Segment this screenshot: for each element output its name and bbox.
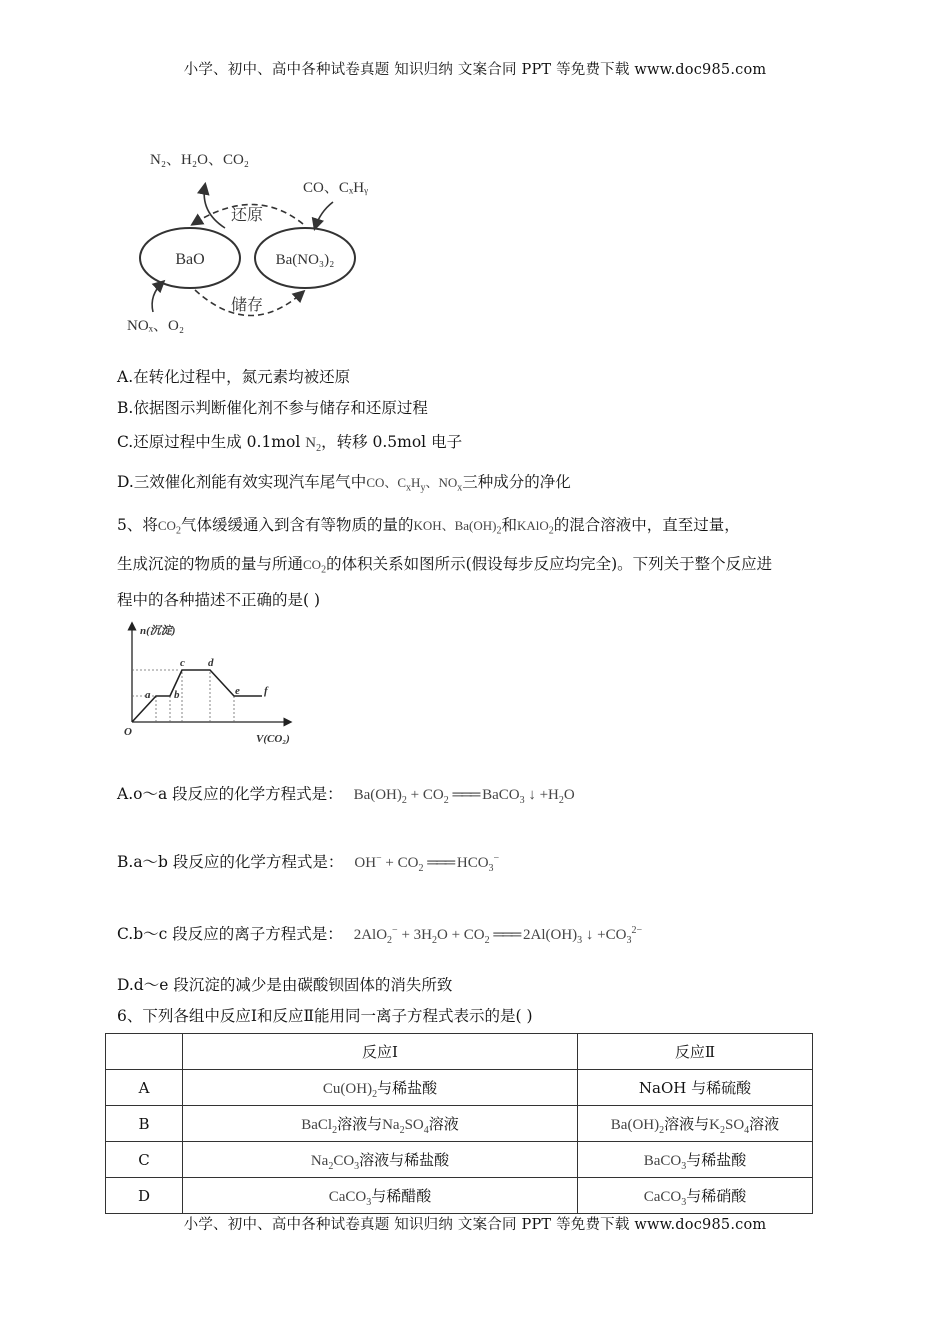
- page-header: 小学、初中、高中各种试卷真题 知识归纳 文案合同 PPT 等免费下载 www.doc985.com: [183, 62, 767, 78]
- reductant-label: CO、CₓHᵧ: [303, 180, 369, 196]
- ba-nitrate-label: Ba(NO₃)₂: [275, 252, 335, 268]
- table-row: [106, 1106, 813, 1142]
- reductant-arrow: [315, 202, 333, 228]
- table-row: [106, 1178, 813, 1214]
- reaction-1-cell: $Na_2CO_3$溶液与稀盐酸: [183, 1142, 578, 1178]
- point-a: a: [145, 689, 151, 701]
- q5-option-c: C.b～c 段反应的离子方程式是： $2AlO_2^- + 3H_2O + CO_2$ ═══ $2Al(OH)_3$ ↓ $+CO_3^{2-}$: [117, 925, 643, 946]
- page-footer: 小学、初中、高中各种试卷真题 知识归纳 文案合同 PPT 等免费下载 www.doc985.com: [183, 1217, 767, 1233]
- reaction-2-cell: NaOH 与稀硫酸: [578, 1070, 813, 1106]
- reaction-1-cell: CaCO$_3$与稀醋酸: [183, 1178, 578, 1214]
- y-axis-label: n(沉淀): [140, 625, 176, 637]
- row-label: B: [106, 1106, 183, 1142]
- point-d: d: [208, 657, 214, 669]
- input-arrow: [152, 282, 163, 312]
- products-label: N₂、H₂O、CO₂: [150, 152, 250, 168]
- q4-option-c: C.还原过程中生成 0.1mol $N_2$，转移 0.5mol 电子: [117, 433, 463, 454]
- origin-label: O: [124, 726, 132, 738]
- q4-option-d: D.三效催化剂能有效实现汽车尾气中CO、$C_xH_y$、$NO_x$三种成分的净化: [117, 473, 571, 494]
- table-header-row: [106, 1034, 813, 1070]
- reaction-2-cell: $Ba(OH)_2$溶液与$K_2SO_4$溶液: [578, 1106, 813, 1142]
- q4-option-a: A.在转化过程中，氮元素均被还原: [117, 368, 351, 386]
- bao-label: BaO: [175, 251, 205, 268]
- reaction-2-cell: BaCO$_3$与稀盐酸: [578, 1142, 813, 1178]
- input-label: NOₓ、O₂: [127, 318, 185, 334]
- precipitate-chart: [118, 618, 303, 748]
- header-reaction-1: 反应Ⅰ: [183, 1034, 578, 1070]
- q5-stem-line2: 生成沉淀的物质的量与所通$CO_2$的体积关系如图所示(假设每步反应均完全)。下列关于整个反应进: [117, 555, 773, 576]
- precipitate-curve: [132, 670, 262, 722]
- reaction-2-cell: CaCO$_3$与稀硝酸: [578, 1178, 813, 1214]
- q5-option-b: B.a～b 段反应的化学方程式是： $OH^- + CO_2$ ═══ $HCO_3^-$: [117, 853, 500, 874]
- row-label: C: [106, 1142, 183, 1178]
- reaction-1-cell: BaCl$_2$溶液与$Na_2SO_4$溶液: [183, 1106, 578, 1142]
- q5-stem-line1: 5、将$CO_2$气体缓缓通入到含有等物质的量的KOH、$Ba(OH)_2$和KAlO$_2$的混合溶液中，直至过量，: [117, 516, 740, 537]
- point-c: c: [180, 657, 185, 669]
- nsr-cycle-diagram: [115, 140, 405, 340]
- q6-table: [105, 1033, 813, 1214]
- q5-option-a: A.o～a 段反应的化学方程式是： $Ba(OH)_2 + CO_2$ ═══ BaCO$_3$ ↓ $+H_2O$: [117, 785, 575, 806]
- reduction-label: 还原: [230, 207, 264, 224]
- row-label: D: [106, 1178, 183, 1214]
- row-label: A: [106, 1070, 183, 1106]
- reaction-1-cell: $Cu(OH)_2$与稀盐酸: [183, 1070, 578, 1106]
- q4-option-b: B.依据图示判断催化剂不参与储存和还原过程: [117, 399, 428, 417]
- products-arrow: [204, 185, 225, 228]
- x-axis-label: V(CO₂): [256, 733, 290, 745]
- q6-stem: 6、下列各组中反应Ⅰ和反应Ⅱ能用同一离子方程式表示的是( ): [117, 1007, 533, 1025]
- table-row: [106, 1142, 813, 1178]
- storage-label: 储存: [230, 297, 264, 314]
- point-e: e: [235, 685, 240, 697]
- point-f: f: [264, 685, 268, 697]
- q5-option-d: D.d～e 段沉淀的减少是由碳酸钡固体的消失所致: [117, 976, 453, 994]
- table-row: [106, 1070, 813, 1106]
- q5-stem-line3: 程中的各种描述不正确的是( ): [117, 591, 321, 609]
- point-b: b: [174, 689, 180, 701]
- header-reaction-2: 反应Ⅱ: [578, 1034, 813, 1070]
